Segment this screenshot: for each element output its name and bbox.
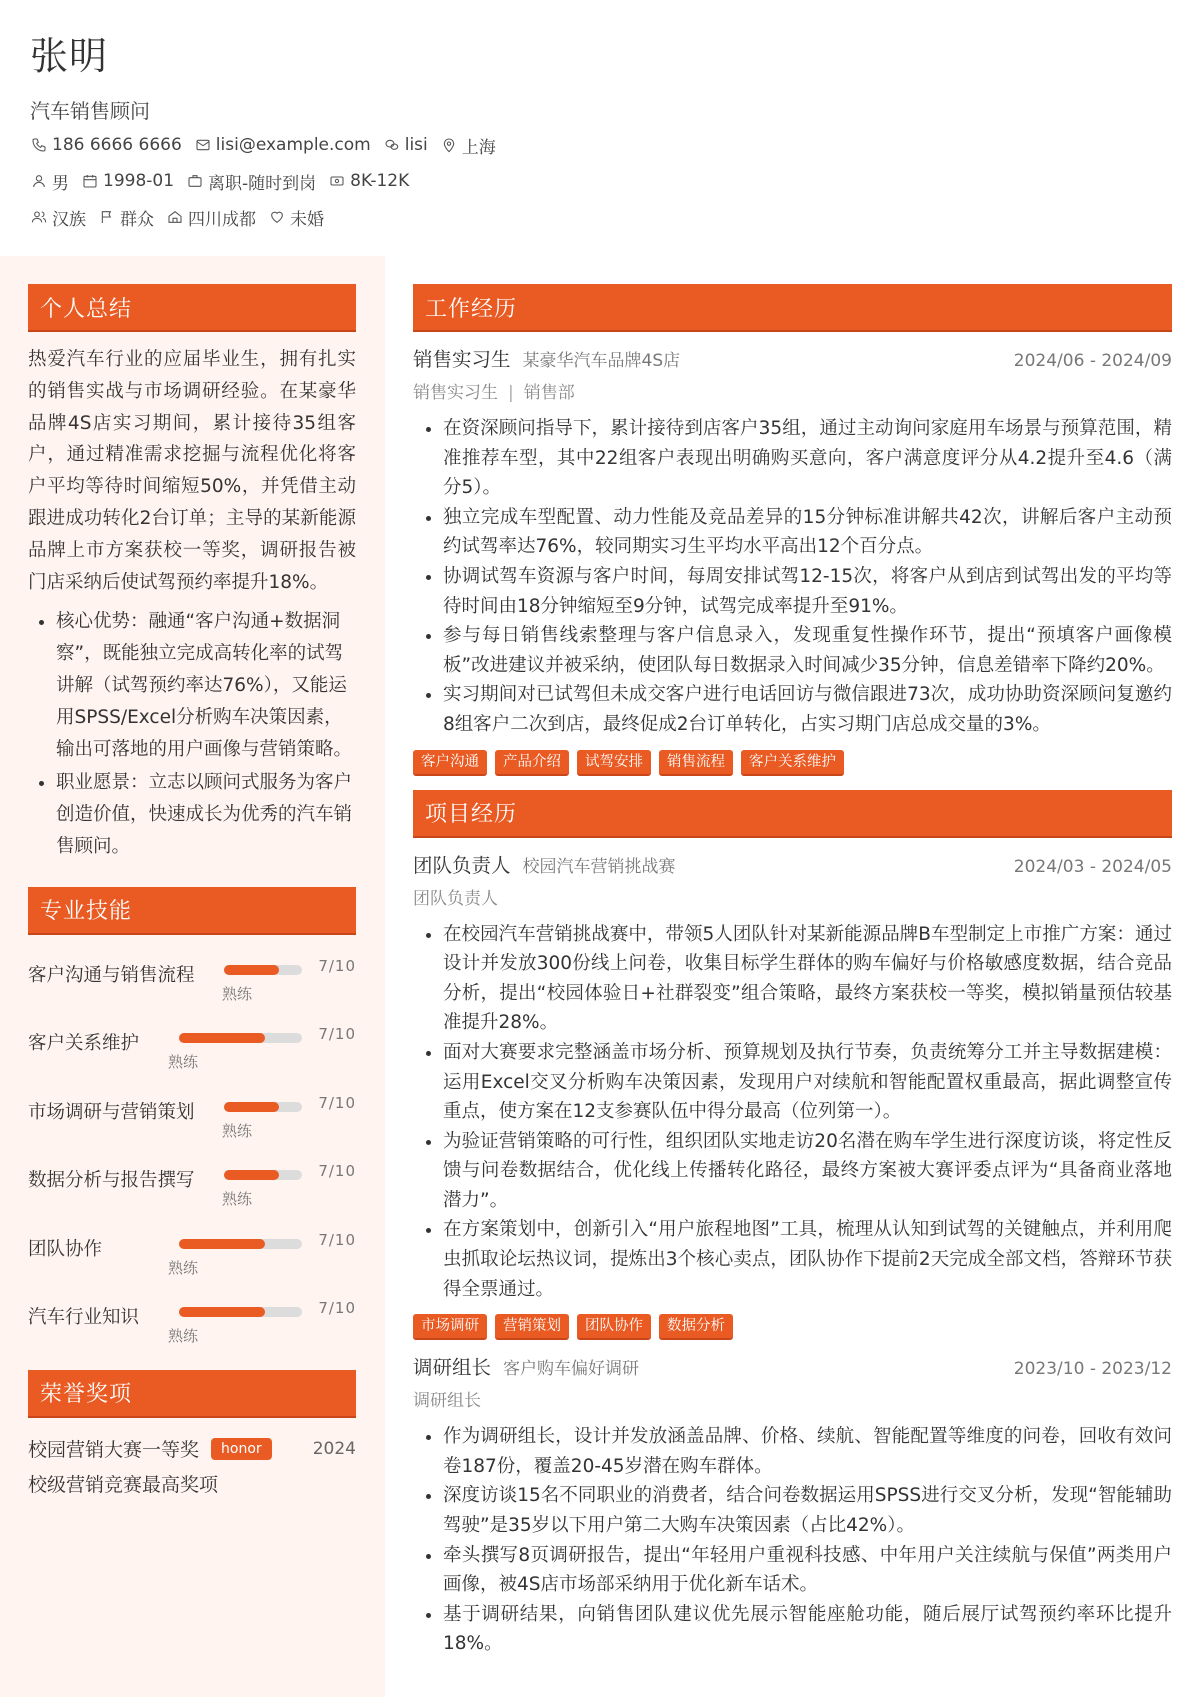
skill-score: 7/10 (318, 956, 356, 975)
project-entry (413, 1352, 1172, 1659)
entry-date: 2023/10 - 2023/12 (1013, 1359, 1172, 1380)
flag-icon (98, 208, 116, 226)
project-entry (413, 850, 1172, 1341)
skill-bar (179, 1239, 302, 1249)
entry-date: 2024/03 - 2024/05 (1013, 856, 1172, 877)
email-item[interactable] (194, 135, 371, 155)
entry-bullet: • 基于调研结果，向销售团队建议优先展示智能座舱功能，随后展厅试驾预约率环比提升18%。 (443, 1600, 1172, 1659)
entry-bullets (413, 1422, 1172, 1659)
skill-bar-fill (224, 965, 279, 975)
entry-header (413, 1352, 1172, 1386)
entry-role: 销售实习生 (413, 348, 511, 371)
skill-bar (224, 1170, 302, 1180)
projects-heading: 项目经历 (413, 790, 1172, 838)
marital-text: 未婚 (290, 209, 324, 230)
political-text: 群众 (120, 209, 154, 230)
entry-tags (413, 750, 1172, 776)
entry-bullet: • 为验证营销策略的可行性，组织团队实地走访20名潜在购车学生进行深度访谈，将定性反馈与问卷数据结合，优化线上传播转化路径，最终方案被大赛评委点评为“具备商业落地潜力”。 (443, 1127, 1172, 1216)
entry-organization: 客户购车偏好调研 (503, 1359, 640, 1380)
skill-name: 市场调研与营销策划 (28, 1101, 195, 1123)
skill-item (28, 1150, 356, 1219)
entry-position: 销售实习生 (413, 383, 498, 403)
skill-bar-fill (224, 1102, 279, 1112)
candidate-title: 汽车销售顾问 (30, 99, 150, 123)
honor-description: 校级营销竞赛最高奖项 (28, 1473, 219, 1496)
entry-position: 团队负责人 (413, 888, 498, 909)
gender-item (30, 169, 69, 194)
phone-item[interactable] (30, 135, 182, 155)
skill-score: 7/10 (318, 1230, 356, 1249)
entry-bullet: • 参与每日销售线索整理与客户信息录入，发现重复性操作环节，提出“预填客户画像模板”改进建议并被采纳，使团队每日数据录入时间减少35分钟，信息差错率下降约20%。 (443, 621, 1172, 680)
entry-bullet: • 在方案策划中，创新引入“用户旅程地图”工具，梳理从认知到试驾的关键触点，并利用爬虫抓取论坛热议词，提炼出3个核心卖点，团队协作下提前2天完成全部文档，答辩环节获得全票通过。 (443, 1215, 1172, 1304)
briefcase-icon (186, 172, 204, 190)
skills-list (28, 945, 356, 1356)
work-entry (413, 344, 1172, 776)
separator: | (508, 383, 514, 403)
skill-tag: 营销策划 (495, 1314, 569, 1340)
entry-bullet: • 在资深顾问指导下，累计接待到店客户35组，通过主动询问家庭用车场景与预算范围，精准推荐车型，其中22组客户表现出明确购买意向，客户满意度评分从4.2提升至4.6（满分5）。 (443, 414, 1172, 503)
email-text: lisi@example.com (215, 135, 371, 155)
ethnicity-icon (30, 208, 48, 226)
entry-bullet: • 牵头撰写8页调研报告，提出“年轻用户重视科技感、中年用户关注续航与保值”两类用户画像，被4S店市场部采纳用于优化新车话术。 (443, 1541, 1172, 1600)
entry-header (413, 850, 1172, 884)
skill-tag: 市场调研 (413, 1314, 487, 1340)
honor-title: 校园营销大赛一等奖 (28, 1439, 200, 1462)
skill-tag: 数据分析 (659, 1314, 733, 1340)
entry-organization: 某豪华汽车品牌4S店 (522, 351, 681, 371)
status-text: 离职-随时到岗 (208, 173, 317, 194)
entry-date: 2024/06 - 2024/09 (1013, 351, 1172, 371)
skill-item (28, 1287, 356, 1356)
skill-score: 7/10 (318, 1299, 356, 1318)
skill-bar-fill (179, 1307, 265, 1317)
skill-name: 汽车行业知识 (28, 1307, 140, 1329)
skill-level: 熟练 (168, 1258, 199, 1277)
honor-badge: honor (211, 1438, 272, 1460)
ethnicity-item (30, 205, 86, 230)
entry-bullet: • 作为调研组长，设计并发放涵盖品牌、价格、续航、智能配置等维度的问卷，回收有效问卷187份，覆盖20-45岁潜在购车群体。 (443, 1422, 1172, 1481)
entry-bullet: • 在校园汽车营销挑战赛中，带领5人团队针对某新能源品牌B车型制定上市推广方案：通过设计并发放300份线上问卷，收集目标学生群体的购车偏好与价格敏感度数据，结合竞品分析，提出“校园体验日+社群裂变”组合策略，最终方案获校一等奖，模拟销量预估较基准提升28%。 (443, 920, 1172, 1038)
salary-item (328, 171, 409, 191)
entry-bullet: • 实习期间对已试驾但未成交客户进行电话回访与微信跟进73次，成功协助资深顾问复邀约8组客户二次到店，最终促成2台订单转化，占实习期门店总成交量的3%。 (443, 680, 1172, 739)
ethnicity-text: 汉族 (52, 209, 86, 230)
skill-item (28, 945, 356, 1014)
entry-role: 调研组长 (413, 1356, 492, 1380)
main-content (413, 284, 1172, 1659)
location-text: 上海 (461, 137, 496, 158)
marital-item (268, 205, 324, 230)
hometown-text: 四川成都 (188, 209, 256, 230)
calendar-icon (81, 172, 99, 190)
entry-bullet: • 独立完成车型配置、动力性能及竞品差异的15分钟标准讲解共42次，讲解后客户主动预约试驾率达76%，较同期实习生平均水平高出12个百分点。 (443, 503, 1172, 562)
honor-year: 2024 (312, 1438, 356, 1459)
status-item (186, 169, 316, 194)
summary-bullet: • 职业愿景：立志以顾问式服务为客户创造价值，快速成长为优秀的汽车销售顾问。 (56, 767, 356, 862)
summary-bullet: • 核心优势：融通“客户沟通+数据洞察”，既能独立完成高转化率的试驾讲解（试驾预约率达76%），又能运用SPSS/Excel分析购车决策因素，输出可落地的用户画像与营销策略。 (56, 606, 356, 765)
political-item (98, 205, 154, 230)
skill-tag: 团队协作 (577, 1314, 651, 1340)
skill-bar (224, 965, 302, 975)
skill-tag: 试驾安排 (577, 750, 651, 776)
entry-bullet: • 协调试驾车资源与客户时间，每周安排试驾12-15次，将客户从到店到试驾出发的平均等待时间由18分钟缩短至9分钟，试驾完成率提升至91%。 (443, 562, 1172, 621)
entry-subtitle (413, 1386, 1172, 1416)
skill-tag: 产品介绍 (495, 750, 569, 776)
birth-text: 1998-01 (103, 171, 175, 191)
entry-subtitle (413, 884, 1172, 914)
email-icon (194, 136, 212, 154)
skill-item (28, 1219, 356, 1288)
entry-department: 销售部 (523, 383, 575, 403)
entry-role: 团队负责人 (413, 853, 511, 877)
skill-bar-fill (224, 1170, 279, 1180)
skill-bar (179, 1307, 302, 1317)
skill-tag: 销售流程 (659, 750, 733, 776)
sidebar (28, 284, 356, 1497)
skill-level: 熟练 (222, 1190, 253, 1209)
skill-bar-fill (179, 1033, 265, 1043)
salary-text: 8K-12K (350, 171, 410, 191)
resume-header (30, 28, 1170, 234)
skill-level: 熟练 (168, 1053, 199, 1072)
summary-text: 热爱汽车行业的应届毕业生，拥有扎实的销售实战与市场调研经验。在某豪华品牌4S店实习期间，累计接待35组客户，通过精准需求挖掘与流程优化将客户平均等待时间缩短50%，并凭借主动跟进成功转化2台订单；主导的某新能源品牌上市方案获校一等奖，调研报告被门店采纳后使试驾预约率提升18%。 (28, 349, 356, 593)
entry-position: 调研组长 (413, 1391, 481, 1412)
skill-level: 熟练 (222, 1121, 253, 1140)
entry-bullets (413, 920, 1172, 1305)
phone-icon (30, 136, 48, 154)
skill-level: 熟练 (222, 984, 253, 1003)
honor-item (28, 1434, 356, 1464)
skill-bar (224, 1102, 302, 1112)
skill-item (28, 1013, 356, 1082)
skill-name: 数据分析与报告撰写 (28, 1170, 195, 1192)
skill-score: 7/10 (318, 1093, 356, 1112)
skill-name: 客户关系维护 (28, 1033, 140, 1055)
phone-text: 186 6666 6666 (52, 135, 182, 155)
candidate-name: 张明 (30, 34, 109, 78)
location-icon (440, 136, 458, 154)
hometown-item (166, 205, 256, 230)
skill-score: 7/10 (318, 1162, 356, 1181)
entry-tags (413, 1314, 1172, 1340)
location-item (440, 133, 496, 158)
skill-score: 7/10 (318, 1025, 356, 1044)
wechat-text: lisi (404, 135, 428, 155)
wechat-item (383, 135, 428, 155)
entry-organization: 校园汽车营销挑战赛 (522, 856, 676, 877)
skill-tag: 客户沟通 (413, 750, 487, 776)
honors-heading: 荣誉奖项 (28, 1370, 356, 1418)
salary-icon (328, 172, 346, 190)
skills-heading: 专业技能 (28, 887, 356, 935)
entry-bullet: • 面对大赛要求完整涵盖市场分析、预算规划及执行节奏，负责统筹分工并主导数据建模：运用Excel交叉分析购车决策因素，发现用户对续航和智能配置权重最高，据此调整宣传重点，使方案在12支参赛队伍中得分最高（位列第一）。 (443, 1038, 1172, 1127)
personal-info-row (30, 200, 1170, 234)
entry-subtitle (413, 378, 1172, 408)
summary-bullets (28, 606, 356, 862)
basic-info-row (30, 164, 1170, 198)
skill-level: 熟练 (168, 1327, 199, 1346)
wechat-icon (383, 136, 401, 154)
entry-bullet: • 深度访谈15名不同职业的消费者，结合问卷数据运用SPSS进行交叉分析，发现“智能辅助驾驶”是35岁以下用户第二大购车决策因素（占比42%）。 (443, 1481, 1172, 1540)
gender-text: 男 (52, 173, 69, 194)
heart-icon (268, 208, 286, 226)
birth-item (81, 171, 174, 191)
contact-row (30, 128, 1170, 162)
skill-name: 团队协作 (28, 1238, 103, 1260)
skill-bar (179, 1033, 302, 1043)
skill-bar-fill (179, 1239, 265, 1249)
work-heading: 工作经历 (413, 284, 1172, 332)
skill-item (28, 1082, 356, 1151)
gender-icon (30, 172, 48, 190)
entry-header (413, 344, 1172, 378)
home-icon (166, 208, 184, 226)
entry-bullets (413, 414, 1172, 740)
skill-tag: 客户关系维护 (741, 750, 844, 776)
skill-name: 客户沟通与销售流程 (28, 964, 195, 986)
summary-heading: 个人总结 (28, 284, 356, 332)
